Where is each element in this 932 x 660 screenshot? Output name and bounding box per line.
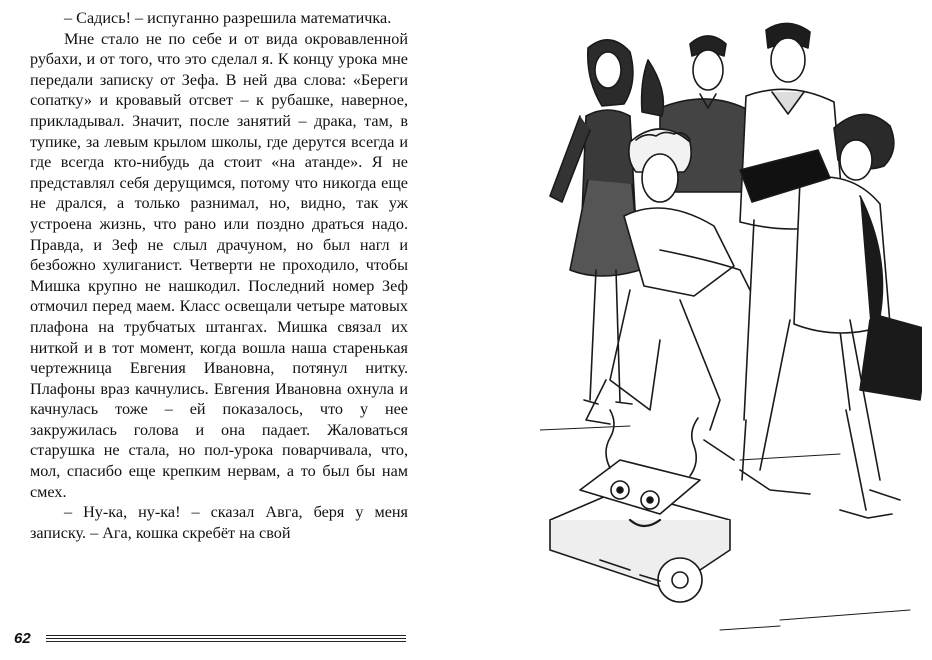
- page-footer: [14, 628, 408, 654]
- paragraph-2: Мне стало не по себе и от вида окровавленной рубахи, и от того, что это сделал я. К концу урока мне передали записку от Зефа. В ней два слова: «Береги сопатку» и кровавый отсвет – к рубашке, наверное, прикладывал. Значит, после занятий – драка, там, в тупике, за левым крылом школы, где дерутся всегда и где всегда кто-нибудь да стоит «на атанде». Я не представлял себя дерущимся, потому что никогда еще не дрался, а только разнимал, но, видно, так уж устроена жизнь, что рано или поздно драться надо. Правда, и Зеф не слыл драчуном, но был нагл и безбожно хулиганист. Четверти не проходило, чтобы Мишка крупно не нашкодил. Последний номер Зеф отмочил перед маем. Класс освещали четыре матовых плафона на трубчатых штангах. Мишка связал их ниткой и в тот момент, когда вошла наша старенькая чертежница Евгения Ивановна, потянул нитку. Плафоны враз качнулись. Евгения Ивановна охнула и качнулась тоже – ей показалось, что у нее закружилась голова и она падает. Жаловаться старушка не стала, но пол-урока поварчивала, что, мол, спасибо еще крепким нервам, а то был бы нам смех.: [30, 29, 408, 501]
- footer-rule-1: [46, 635, 406, 636]
- footer-rule-3: [46, 641, 406, 642]
- text-column: [30, 8, 408, 543]
- footer-rule-2: [46, 638, 406, 639]
- page-number: 62: [14, 630, 31, 647]
- figure-device: [550, 410, 730, 602]
- illustration: [540, 20, 922, 640]
- paragraph-1: – Садись! – испуганно разрешила математичка.: [64, 9, 392, 27]
- paragraph-3: – Ну-ка, ну-ка! – сказал Авга, беря у меня записку. – Ага, кошка скребёт на свой: [30, 503, 408, 542]
